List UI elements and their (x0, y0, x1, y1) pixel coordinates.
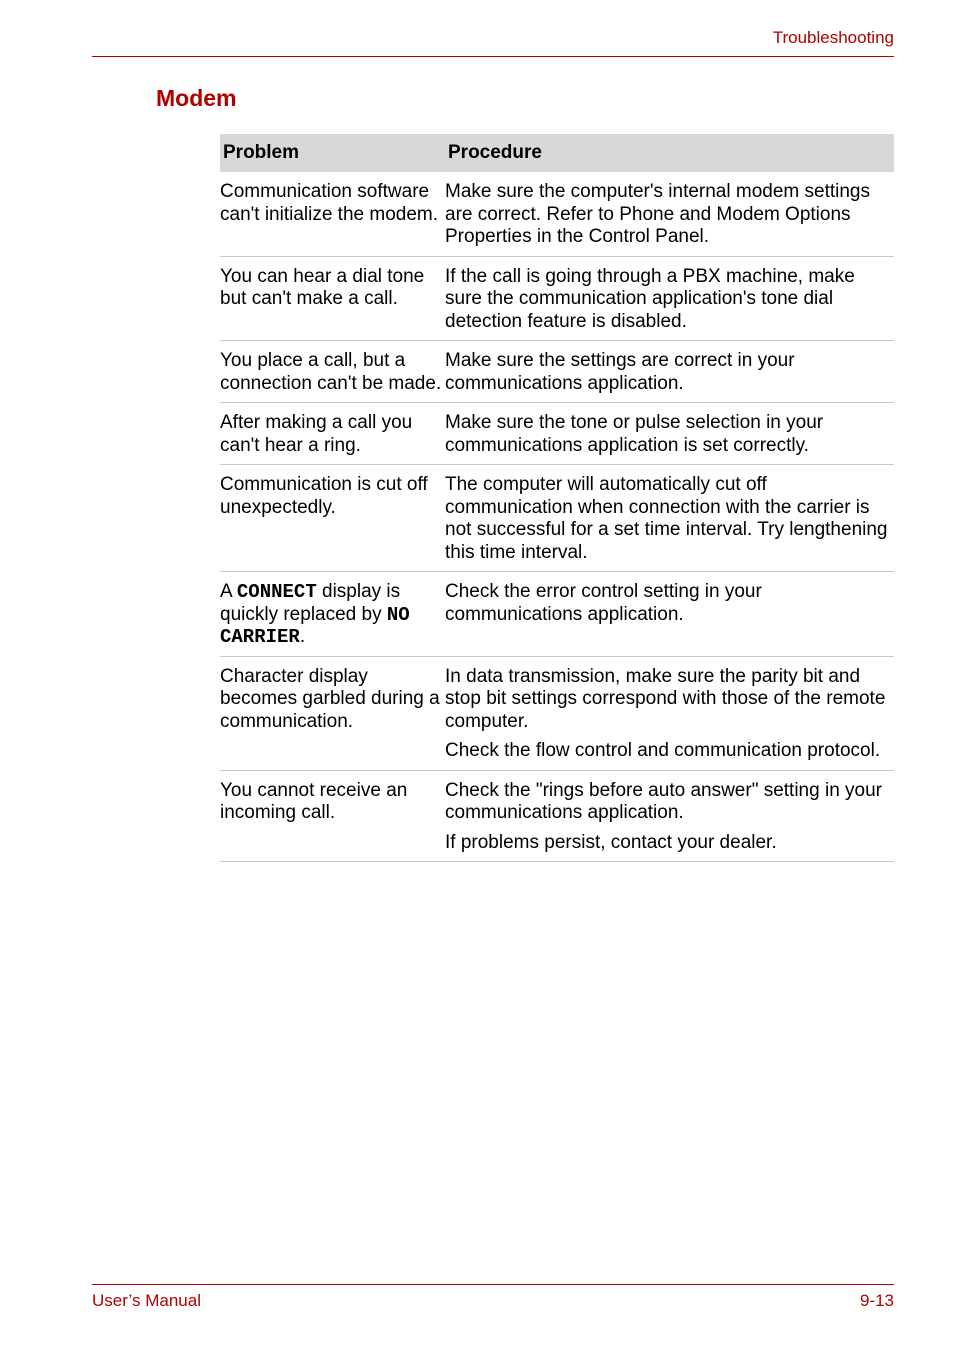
procedure-cell (445, 412, 894, 457)
table-row (220, 403, 894, 465)
procedure-cell (445, 666, 894, 763)
problem-cell: You can hear a dial tone but can't make a call. (220, 265, 425, 309)
procedure-text: Check the error control setting in your communications application. (445, 581, 762, 625)
problem-text-pre: A (220, 581, 237, 602)
procedure-text: Check the "rings before auto answer" setting in your communications application. (445, 779, 882, 823)
footer-divider (92, 1284, 894, 1285)
procedure-text: Make sure the tone or pulse selection in your communications application is set correctly. (445, 412, 824, 456)
procedure-text: Make sure the settings are correct in your communications application. (445, 350, 795, 394)
procedure-cell (445, 181, 894, 249)
table-row (220, 771, 894, 863)
table-header (220, 134, 894, 172)
section-title: Modem (156, 85, 237, 111)
procedure-text: If the call is going through a PBX machine, make sure the communication application's tone dial detection feature is disabled. (445, 265, 855, 332)
no-carrier-code: NO CARRIER (220, 603, 410, 648)
header-divider (92, 56, 894, 57)
troubleshooting-table (220, 134, 894, 862)
problem-cell: After making a call you can't hear a ring. (220, 412, 413, 456)
procedure-text: Make sure the computer's internal modem settings are correct. Refer to Phone and Modem Options Properties in the Control Panel. (445, 181, 870, 247)
problem-text-mid: display is quickly replaced by (220, 581, 401, 625)
table-row (220, 257, 894, 342)
running-header: Troubleshooting (772, 28, 894, 47)
procedure-text: If problems persist, contact your dealer. (445, 831, 777, 853)
problem-cell: Character display becomes garbled during a communication. (220, 665, 440, 732)
footer-manual-label: User’s Manual (92, 1291, 201, 1310)
problem-cell: Communication software can't initialize the modem. (220, 181, 439, 225)
problem-cell: You place a call, but a connection can't be made. (220, 350, 442, 394)
problem-cell (220, 581, 445, 649)
problem-cell: You cannot receive an incoming call. (220, 779, 408, 823)
problem-text-post: . (299, 626, 306, 647)
procedure-cell (445, 581, 894, 649)
table-row (220, 341, 894, 403)
table-row (220, 657, 894, 771)
procedure-cell (445, 350, 894, 395)
procedure-cell (445, 474, 894, 564)
table-row (220, 572, 894, 657)
table-row (220, 465, 894, 572)
page-number: 9-13 (859, 1291, 894, 1310)
procedure-cell (445, 780, 894, 855)
connect-code: CONNECT (236, 581, 317, 603)
column-header-procedure: Procedure (448, 142, 542, 163)
column-header-problem: Problem (223, 142, 300, 163)
table-row (220, 172, 894, 257)
procedure-text: The computer will automatically cut off communication when connection with the carrier is not successful for a set time interval. Try lengthening this time interval. (445, 474, 888, 563)
problem-cell: Communication is cut off unexpectedly. (220, 474, 428, 518)
procedure-text: In data transmission, make sure the parity bit and stop bit settings correspond with those of the remote computer. (445, 665, 886, 732)
procedure-text: Check the flow control and communication protocol. (445, 740, 881, 761)
procedure-cell (445, 266, 894, 334)
